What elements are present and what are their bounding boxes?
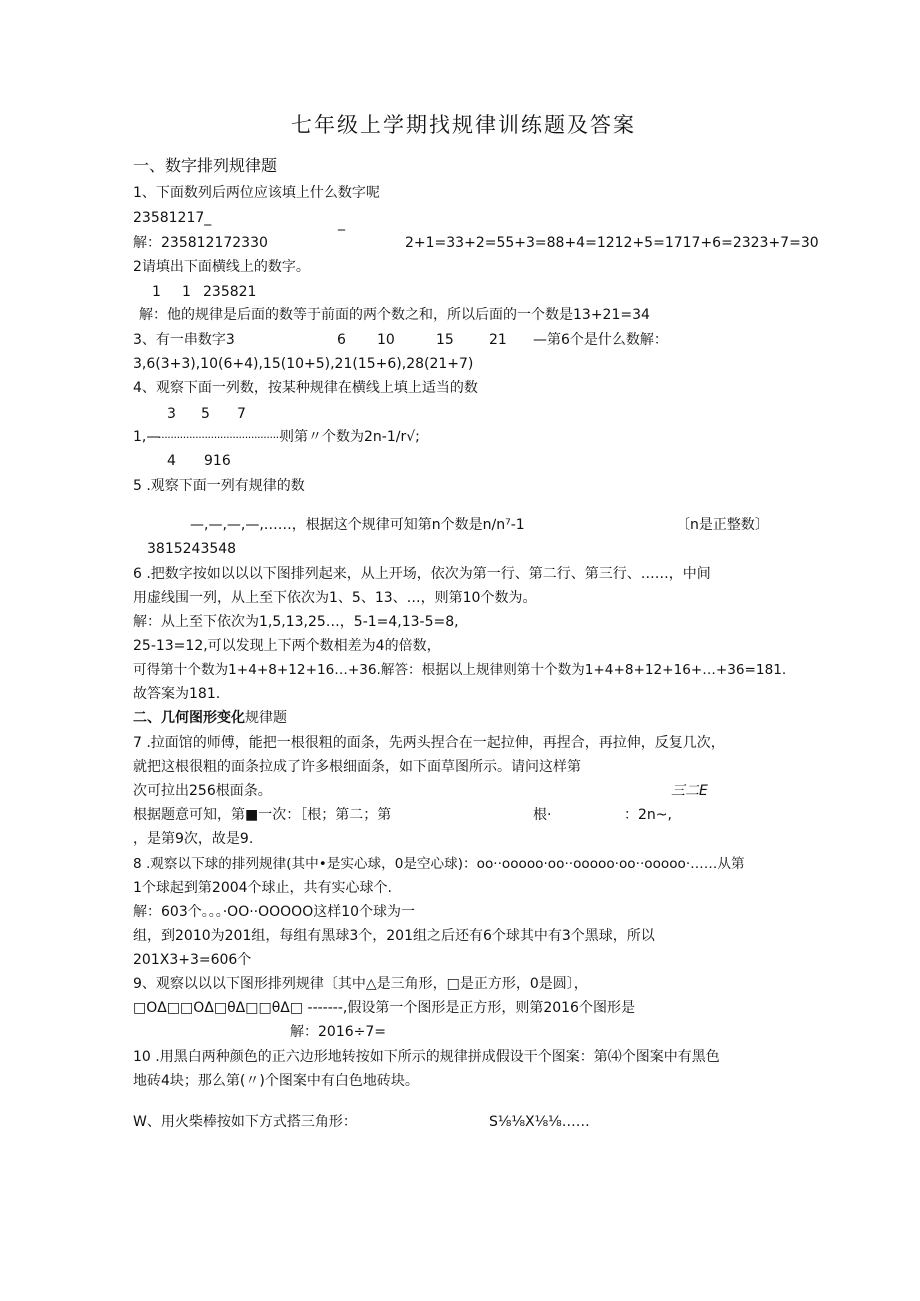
- q2-seq-c: 235821: [203, 284, 257, 300]
- q4-num-916: 916: [204, 453, 231, 469]
- q11-text: W、用火柴棒按如下方式搭三角形：: [133, 1114, 357, 1130]
- section1-heading: 一、数字排列规律题: [133, 156, 278, 175]
- q7-text-c: 次可拉出256根面条。: [133, 783, 272, 799]
- q4-text: 4、观察下面一列数，按某种规律在横线上填上适当的数: [133, 380, 478, 396]
- q7-figure-label: 三二E: [671, 783, 708, 799]
- q5-numbers: 3815243548: [147, 541, 237, 557]
- q4-line-rule: 则第〃个数为2n-1∕r√;: [280, 429, 420, 445]
- q6-answer-c: 可得第十个数为1+4+8+12+16…+36.解答：根据以上规律则第十个数为1+4+8+12+16+…+36=181.: [133, 662, 787, 678]
- section2-heading: [133, 709, 287, 727]
- q8-text-b: 1个球起到第2004个球止，共有实心球个.: [133, 880, 392, 896]
- q6-text-b: 用虚线围一列，从上至下依次为1、5、13、…，则第10个数为。: [133, 590, 537, 606]
- q8-text-a: 8 .观察以下球的排列规律(其中•是实心球，0是空心球)：oo··ooooo·oo··ooooo·oo··ooooo·……从第: [133, 856, 745, 872]
- document-title: 七年级上学期找规律训练题及答案: [291, 113, 636, 137]
- q9-text-a: 9、观察以以以下图形排列规律〔其中△是三角形，□是正方形，0是圆〕，: [133, 976, 588, 992]
- q1-answer-label: 解：235812172330: [133, 235, 268, 251]
- q3-text-a: 3、有一串数字3: [133, 332, 235, 348]
- q8-answer-c: 201X3+3=606个: [133, 952, 252, 968]
- q6-answer-b: 25-13=12,可以发现上下两个数相差为4的倍数，: [133, 638, 441, 654]
- q3-answer: 3,6(3+3),10(6+4),15(10+5),21(15+6),28(21+7): [133, 356, 474, 372]
- q2-answer: 解：他的规律是后面的数等于前面的两个数之和，所以后面的一个数是13+21=34: [139, 307, 650, 323]
- q10-text-b: 地砖4块；那么第(〃)个图案中有白色地砖块。: [133, 1073, 419, 1089]
- q9-answer: 解：2016÷7=: [290, 1024, 386, 1040]
- q9-text-b: □OΔ□□OΔ□θΔ□□θΔ□ -------,假设第一个图形是正方形，则第2016个图形是: [133, 1000, 635, 1016]
- q4-num-5: 5: [201, 406, 210, 422]
- q7-answer-formula: ：2n~,: [624, 807, 672, 823]
- q7-answer-b: ，是第9次，故是9.: [133, 831, 254, 847]
- section2-heading-bold: 二、几何图形变化: [133, 710, 245, 726]
- q3-num-10: 10: [377, 332, 395, 348]
- q7-text-b: 就把这根很粗的面条拉成了许多根细面条，如下面草图所示。请问这样第: [133, 759, 581, 775]
- q1-blank: _: [338, 215, 345, 231]
- q2-text: 2请填出下面横线上的数字。: [133, 259, 310, 275]
- q6-answer-d: 故答案为181.: [133, 686, 221, 702]
- q3-text-b: —第6个是什么数解：: [533, 332, 668, 348]
- q5-rule-line: —,—,—,—,……，根据这个规律可知第n个数是n∕n⁷-1: [190, 517, 525, 533]
- q10-text-a: 10 .用黑白两种颜色的正六边形地转按如下所示的规律拼成假设干个图案：第⑷个图案中有黑色: [133, 1049, 720, 1065]
- q6-answer-a: 解：从上至下依次为1,5,13,25…，5-1=4,13-5=8,: [133, 614, 459, 630]
- q3-num-21: 21: [489, 332, 507, 348]
- q5-note: 〔n是正整数〕: [676, 517, 769, 533]
- q11-figure: S⅛⅛X⅛⅛……: [489, 1114, 590, 1130]
- q2-seq-a: 1: [152, 284, 161, 300]
- q3-num-6: 6: [337, 332, 346, 348]
- q1-sequence: 23581217_: [133, 210, 212, 226]
- q7-answer-a: 根据题意可知，第■一次：［根；第二；第: [133, 807, 392, 823]
- q3-num-15: 15: [436, 332, 454, 348]
- q4-num-7: 7: [237, 406, 246, 422]
- q4-num-4: 4: [167, 453, 176, 469]
- q4-dotted-blank: ........................................: [158, 428, 282, 441]
- q1-answer-calc: 2+1=33+2=55+3=88+4=1212+5=1717+6=2323+7=30: [405, 235, 819, 251]
- q6-text-a: 6 .把数字按如以以以下图排列起来，从上开场，依次为第一行、第二行、第三行、……，中间: [133, 566, 711, 582]
- q8-answer-a: 解：603个。。。·OO··OOOOO这样10个球为一: [133, 904, 416, 920]
- q4-line-start: 1,—: [133, 429, 161, 445]
- q5-text: 5 .观察下面一列有规律的数: [133, 478, 305, 494]
- q7-text-a: 7 .拉面馆的师傅，能把一根很粗的面条，先两头捏合在一起拉伸，再捏合，再拉伸，反复几次，: [133, 735, 725, 751]
- section2-heading-rest: 规律题: [245, 710, 287, 726]
- q1-text: 1、下面数列后两位应该填上什么数字呢: [133, 185, 380, 201]
- q2-seq-b: 1: [182, 284, 191, 300]
- q7-answer-root: 根·: [533, 807, 552, 823]
- q8-answer-b: 组，到2010为201组，每组有黑球3个，201组之后还有6个球其中有3个黑球，所以: [133, 928, 655, 944]
- q4-num-3: 3: [167, 406, 176, 422]
